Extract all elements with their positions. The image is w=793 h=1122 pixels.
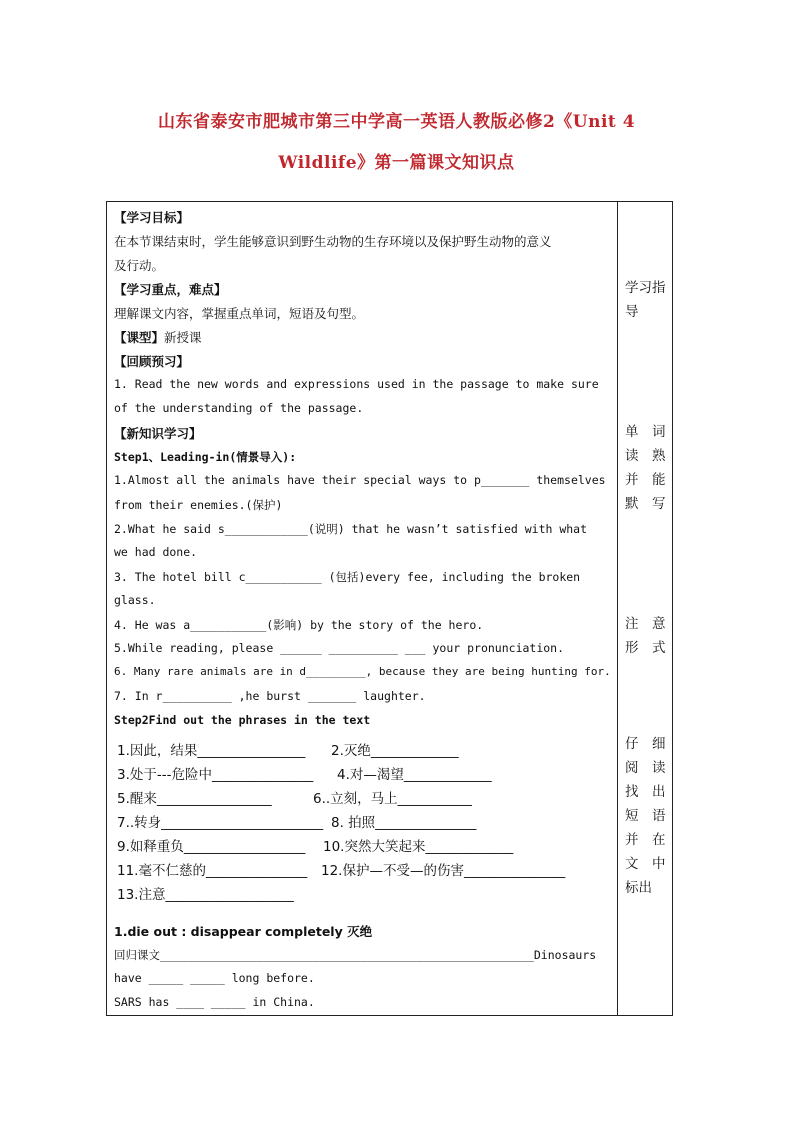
phrase-row — [117, 859, 613, 879]
phrase-item: 10.突然大笑起来_____________ — [323, 839, 514, 855]
side-note-line: 默 写 — [625, 496, 666, 512]
goal-text-line2: 及行动。 — [114, 258, 165, 273]
question-1a: 1.Almost all the animals have their special ways to p_______ themselves — [114, 473, 606, 487]
phrase-row — [117, 763, 613, 783]
phrase-row — [117, 739, 613, 759]
side-note-guide — [625, 276, 670, 324]
side-note-line: 学习指 — [625, 280, 666, 296]
phrase-item: 2.灭绝_____________ — [331, 743, 459, 759]
die-out-heading: 1.die out : disappear completely 灭绝 — [114, 924, 373, 939]
side-note-line: 标出 — [625, 880, 652, 896]
type-text: 新授课 — [164, 330, 202, 345]
type-heading: 【课型】 — [114, 330, 165, 345]
side-note-words — [625, 420, 670, 516]
side-note-line: 注 意 — [625, 616, 666, 632]
return-to-text: 回归课文______________________________________________________Dinosaurs — [114, 948, 597, 962]
review-line2: of the understanding of the passage. — [114, 401, 364, 415]
side-note-form — [625, 612, 670, 660]
goal-heading: 【学习目标】 — [114, 210, 190, 225]
phrase-item: 8. 拍照_______________ — [331, 815, 477, 831]
side-note-line: 读 熟 — [625, 448, 666, 464]
goal-text-line1: 在本节课结束时，学生能够意识到野生动物的生存环境以及保护野生动物的意义 — [114, 234, 552, 249]
side-note-line: 导 — [625, 304, 639, 320]
question-6: 6. Many rare animals are in d_________, because they are being hunting for. — [114, 665, 611, 678]
review-heading: 【回顾预习】 — [114, 354, 190, 369]
review-line1: 1. Read the new words and expressions used in the passage to make sure — [114, 377, 599, 391]
new-knowledge-heading: 【新知识学习】 — [114, 426, 202, 441]
side-note-line: 仔 细 — [625, 736, 666, 752]
side-note-line: 阅 读 — [625, 760, 666, 776]
question-2b: we had done. — [114, 545, 198, 559]
question-3b: glass. — [114, 593, 156, 607]
phrase-item: 12.保护—不受—的伤害_______________ — [321, 863, 566, 879]
phrase-item: 9.如释重负__________________ — [117, 839, 306, 855]
phrase-row — [117, 835, 613, 855]
question-3a: 3. The hotel bill c___________ (包括)every fee, including the broken — [114, 570, 581, 584]
lesson-type — [114, 328, 610, 346]
phrase-item: 7..转身________________________ — [117, 815, 324, 831]
phrase-row — [117, 883, 613, 903]
side-note-line: 单 词 — [625, 424, 666, 440]
phrase-item: 11.毫不仁慈的_______________ — [117, 863, 308, 879]
example-2: SARS has ____ _____ in China. — [114, 995, 315, 1009]
doc-title-line2: Wildlife》第一篇课文知识点 — [278, 153, 515, 173]
side-note-line: 并 在 — [625, 832, 666, 848]
phrase-row — [117, 811, 613, 831]
lesson-table — [106, 201, 673, 1016]
question-4: 4. He was a___________(影响) by the story of the hero. — [114, 618, 484, 632]
phrase-item: 3.处于---危险中_______________ — [117, 767, 314, 783]
question-1b: from their enemies.(保护) — [114, 498, 283, 512]
side-note-line: 找 出 — [625, 784, 666, 800]
phrase-item: 6..立刻，马上___________ — [313, 791, 472, 807]
doc-title-line1: 山东省泰安市肥城市第三中学高一英语人教版必修2《Unit 4 — [157, 112, 636, 132]
focus-heading: 【学习重点，难点】 — [114, 282, 227, 297]
side-note-line: 形 式 — [625, 640, 666, 656]
phrase-row — [117, 787, 613, 807]
phrase-item: 13.注意___________________ — [117, 887, 294, 903]
focus-text: 理解课文内容，掌握重点单词，短语及句型。 — [114, 306, 365, 321]
phrase-item: 4.对—渴望_____________ — [337, 767, 492, 783]
example-1: have _____ _____ long before. — [114, 971, 315, 985]
side-note-line: 文 中 — [625, 856, 666, 872]
phrase-item: 1.因此，结果________________ — [117, 743, 306, 759]
column-divider — [617, 202, 618, 1015]
side-note-line: 并 能 — [625, 472, 666, 488]
side-note-line: 短 语 — [625, 808, 666, 824]
question-5: 5.While reading, please ______ __________ ___ your pronunciation. — [114, 641, 565, 655]
side-note-reading — [625, 732, 670, 900]
question-2a: 2.What he said s____________(说明) that he wasn’t satisfied with what — [114, 522, 588, 536]
phrase-item: 5.醒来_________________ — [117, 791, 272, 807]
step1-heading: Step1、Leading-in(情景导入): — [114, 450, 297, 464]
step2-heading: Step2Find out the phrases in the text — [114, 713, 371, 727]
question-7: 7. In r__________ ,he burst _______ laughter. — [114, 689, 426, 703]
